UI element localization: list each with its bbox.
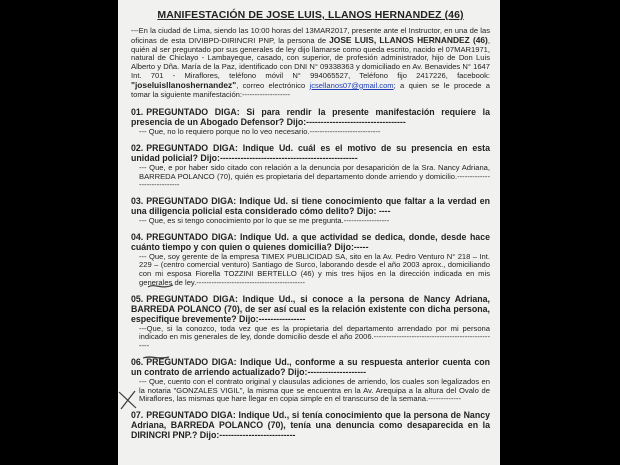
question-text: 05. PREGUNTADO DIGA: Indique Ud., si conoce a la persona de Nancy Adriana, BARREDA POLANCO (70), de ser así cual es la relación existente con dicha persona, especifique brevemente? Dijo:----------------	[131, 293, 490, 324]
question-number: 02.	[131, 142, 144, 153]
document-page	[118, 0, 500, 465]
question-number: 04.	[131, 231, 144, 242]
question-item-02	[131, 144, 490, 190]
question-item-03	[131, 197, 490, 226]
intro-paragraph	[131, 27, 490, 99]
question-number: 03.	[131, 196, 144, 207]
margin-pen-mark	[141, 352, 171, 362]
question-item-06	[131, 358, 490, 404]
intro-text-3: , correo electrónico	[236, 80, 310, 90]
question-number: 01.	[131, 107, 144, 118]
intro-text-2: , quién al ser preguntado por sus generales de ley dijo llamarse como queda escrito, nacido el 07MAR1971, natural de Chiclayo - Lambayeque, casado, con superior, de profesión administrador, hijo de Don Luis Alberto y Dña. María de la Paz, identificado con DNI N° 09338363 y domiciliado en Av. Benavides N° 1647 Int. 701 - Miraflores, teléfono móvil N° 994065527, Teléfono fijo 2417226, facebook:	[131, 35, 490, 80]
answer-text: --- Que, soy gerente de la empresa TIMEX PUBLICIDAD SA, sito en la Av. Pedro Venturo N° 218 – Int. 229 – (centro comercial venturo) Santiago de Surco, laborando desde el año 2003 aprox., domiciliando con mi esposa Fiorella TOZZINI BERTELLO (46) y mis tres hijos en la dirección indicada en mis generales de ley.-------------------------------------------	[139, 251, 490, 287]
margin-pen-mark	[146, 281, 176, 291]
question-text: 04. PREGUNTADO DIGA: Indique Ud. a que actividad se dedica, donde, desde hace cuánto tiempo y con quien o quienes domicilia? Dijo:-----	[131, 231, 490, 252]
question-number: 06.	[131, 356, 144, 367]
question-item-01	[131, 108, 490, 137]
question-text: 07. PREGUNTADO DIGA: Indique Ud., si tenía conocimiento que la persona de Nancy Adriana, BARREDA POLANCO (70), tenía una denuncia como desaparecida en la DIRINCRI PNP.? Dijo:--------------------------	[131, 410, 490, 440]
question-text: 03. PREGUNTADO DIGA: Indique Ud. si tiene conocimiento que faltar a la verdad en una diligencia policial esta considerado cómo delito? Dijo: ----	[131, 196, 490, 217]
question-text: 06. PREGUNTADO DIGA: Indique Ud., conforme a su respuesta anterior cuenta con un contrato de arriendo actualizado? Dijo:--------------------	[131, 356, 490, 377]
question-item-04	[131, 233, 490, 288]
question-item-07	[131, 411, 490, 441]
answer-text: --- Que, e por haber sido citado con relación a la denuncia por desaparición de la Sra. Nancy Adriana, BARREDA POLANCO (70), quién es propietaria del departamento donde arriendo y domicilio.-----------------------------	[139, 162, 490, 190]
intro-text-4: ; a quien se le procede a tomar la siguiente manifestación:-------------------	[131, 80, 491, 99]
question-number: 05.	[131, 293, 144, 304]
facebook-handle: "joseluisllanoshernandez"	[131, 79, 237, 90]
question-text: 02. PREGUNTADO DIGA: Indique Ud. cuál es el motivo de su presencia en esta unidad policial? Dijo:-----------------------------------------------	[131, 142, 490, 163]
document-title: MANIFESTACIÓN DE JOSE LUIS, LLANOS HERNANDEZ (46)	[157, 9, 464, 21]
answer-text: ---Que, si la conozco, toda vez que es la propietaria del departamento arrendado por mi persona indicado en mis generales de ley, donde domicilio desde el año 2006.--------------------------------------------------	[139, 323, 490, 351]
answer-text: --- Que, es si tengo conocimiento por lo que se me pregunta.------------------	[139, 216, 390, 225]
email-link[interactable]: jcsellanos07@gmail.com	[309, 80, 394, 90]
intro-text-1: ---En la ciudad de Lima, siendo las 10:00 horas del 13MAR2017, presente ante el Instructor, en una de las oficinas de esta DIVIBPD-DIRINCRI PNP, la persona de	[131, 26, 490, 45]
question-text: 01. PREGUNTADO DIGA: Si para rendir la presente manifestación requiere la presencia de un Abogado Defensor? Dijo:----------------------------------	[131, 107, 490, 128]
question-number: 07.	[131, 410, 144, 421]
answer-text: --- Que, cuento con el contrato original y clausulas adiciones de arriendo, los cuales son legalizados en la notaria "GONZALES VIGIL", la misma que se encuentra en la Av. Arequipa a la altura del Ovalo de Miraflores, las mismas que hare llegar en copia simple en el transcurso de la semana.-------------	[139, 376, 490, 404]
margin-x-mark	[116, 388, 140, 412]
answer-text: --- Que, no lo requiero porque no lo veo necesario.----------------------------	[139, 127, 381, 137]
declarant-name: JOSE LUIS, LLANOS HERNANDEZ (46)	[329, 34, 488, 45]
question-item-05	[131, 295, 490, 351]
